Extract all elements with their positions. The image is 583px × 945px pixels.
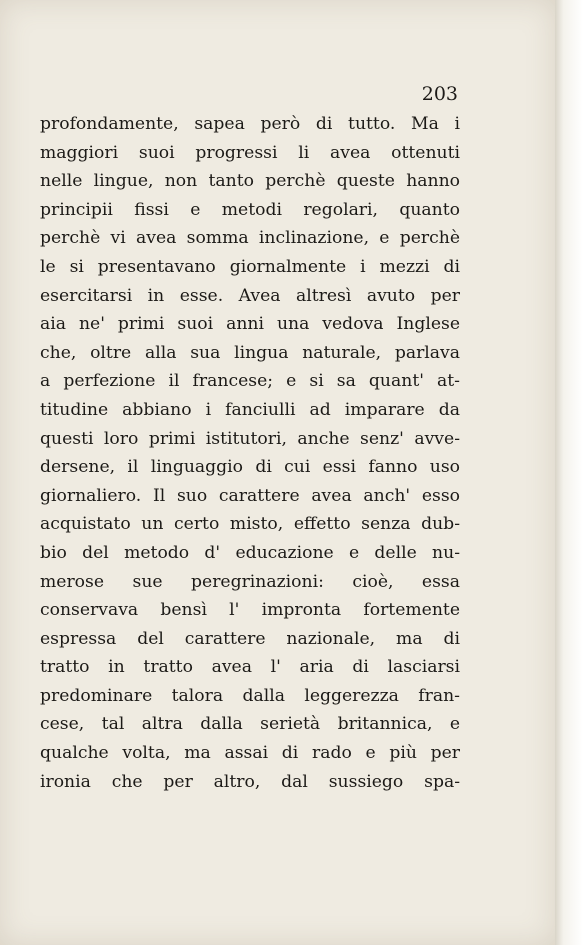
text-line: esercitarsi in esse. Avea altresì avuto per <box>40 285 460 306</box>
text-line: ironia che per altro, dal sussiego spa- <box>40 771 460 792</box>
text-line: dersene, il linguaggio di cui essi fanno uso <box>40 457 460 478</box>
text-line: qualche volta, ma assai di rado e più per <box>40 743 460 764</box>
text-line: conservava bensì l' impronta fortemente <box>40 600 460 621</box>
text-line: titudine abbiano i fanciulli ad imparare da <box>40 399 460 420</box>
text-line: aia ne' primi suoi anni una vedova Inglese <box>40 314 460 335</box>
text-line: principii fissi e metodi regolari, quanto <box>40 199 460 220</box>
text-line: questi loro primi istitutori, anche senz' avve- <box>40 428 460 449</box>
text-line: cese, tal altra dalla serietà britannica, e <box>40 714 460 735</box>
text-line: profondamente, sapea però di tutto. Ma i <box>40 114 460 134</box>
text-line: maggiori suoi progressi li avea ottenuti <box>40 142 460 163</box>
text-line: giornaliero. Il suo carattere avea anch' esso <box>40 485 460 506</box>
text-line: le si presentavano giornalmente i mezzi di <box>40 256 460 277</box>
text-line: tratto in tratto avea l' aria di lasciarsi <box>40 657 460 678</box>
page-number: 203 <box>421 83 458 105</box>
body-text <box>40 110 460 796</box>
text-line: espressa del carattere nazionale, ma di <box>40 628 460 649</box>
text-line: che, oltre alla sua lingua naturale, parlava <box>40 342 460 363</box>
text-line: perchè vi avea somma inclinazione, e perchè <box>40 228 460 249</box>
text-line: bio del metodo d' educazione e delle nu- <box>40 542 460 563</box>
page-edge <box>555 0 583 945</box>
text-line: nelle lingue, non tanto perchè queste hanno <box>40 171 460 192</box>
text-line: merose sue peregrinazioni: cioè, essa <box>40 571 460 592</box>
text-line: acquistato un certo misto, effetto senza dub- <box>40 514 460 535</box>
text-line: predominare talora dalla leggerezza fran- <box>40 685 460 706</box>
text-line: a perfezione il francese; e si sa quant' at- <box>40 371 460 392</box>
